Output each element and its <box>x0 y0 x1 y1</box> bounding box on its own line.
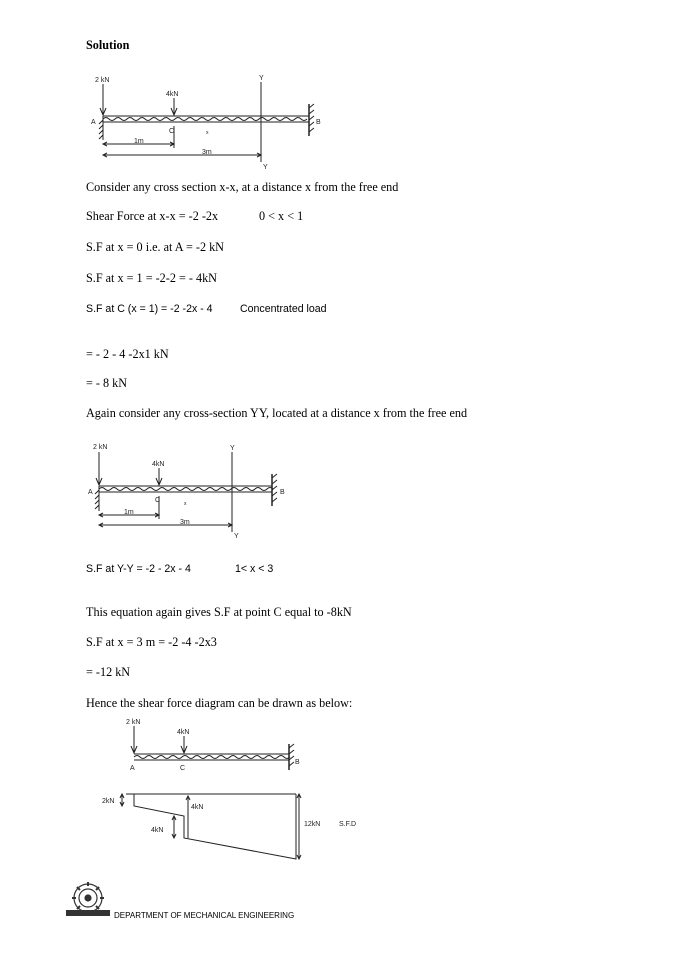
label-1m: 1m <box>124 509 134 516</box>
label-a: A <box>88 489 93 496</box>
beam-figure-1 <box>88 70 328 170</box>
sfd-jump-a: 2kN <box>102 798 115 805</box>
label-y-top: Y <box>230 445 235 452</box>
label-4kn: 4kN <box>152 461 165 468</box>
sfd-jump-c-top: 4kN <box>191 804 204 811</box>
equation-1: = - 2 - 4 -2x1 kN <box>86 347 169 361</box>
label-1m: 1m <box>134 138 144 145</box>
label-c: C <box>169 128 175 135</box>
label-3m: 3m <box>180 519 190 526</box>
label-b: B <box>280 489 285 496</box>
equation-2: = - 8 kN <box>86 376 128 390</box>
sfd-figure <box>96 716 366 864</box>
sf-at-yy-expr: S.F at Y-Y = -2 - 2x - 4 <box>86 563 191 575</box>
sfd-end-value: 12kN <box>304 821 321 828</box>
para-section-xx: Consider any cross section x-x, at a distance x from the free end <box>86 180 399 194</box>
para-point-c: This equation again gives S.F at point C equal to -8kN <box>86 605 352 619</box>
department-name: DEPARTMENT OF MECHANICAL ENGINEERING <box>114 911 295 920</box>
sf-at-x3: S.F at x = 3 m = -2 -4 -2x3 <box>86 635 217 649</box>
label-y-top: Y <box>259 75 264 82</box>
sfd-label-b: B <box>295 759 300 766</box>
label-2kn: 2 kN <box>93 444 108 451</box>
solution-heading: Solution <box>86 38 130 52</box>
label-a: A <box>91 119 96 126</box>
label-x: x <box>206 130 209 136</box>
label-c: C <box>155 497 161 504</box>
beam-figure-2 <box>84 436 294 540</box>
para-section-yy: Again consider any cross-section YY, located at a distance x from the free end <box>86 406 468 420</box>
college-logo <box>62 880 114 920</box>
sf-at-c-expr: S.F at C (x = 1) = -2 -2x - 4 <box>86 303 213 315</box>
shear-force-xx-range: 0 < x < 1 <box>259 209 304 223</box>
sf-at-x0: S.F at x = 0 i.e. at A = -2 kN <box>86 240 224 254</box>
label-2kn: 2 kN <box>95 77 110 84</box>
shear-force-xx <box>86 209 304 223</box>
sfd-jump-c-left: 4kN <box>151 827 164 834</box>
label-x: x <box>184 501 187 507</box>
label-y-bottom: Y <box>263 164 268 170</box>
sfd-label-2kn: 2 kN <box>126 719 141 726</box>
label-3m: 3m <box>202 149 212 156</box>
sf-at-yy-range: 1< x < 3 <box>235 563 274 575</box>
label-4kn: 4kN <box>166 91 179 98</box>
equation-3: = -12 kN <box>86 665 131 679</box>
sf-at-x1: S.F at x = 1 = -2-2 = - 4kN <box>86 271 217 285</box>
sfd-label-c: C <box>180 765 186 772</box>
sf-at-c-note: Concentrated load <box>240 303 327 315</box>
shear-force-xx-expr: Shear Force at x-x = -2 -2x <box>86 209 219 223</box>
sf-at-c <box>86 302 327 316</box>
sfd-title: S.F.D <box>339 821 357 828</box>
label-b: B <box>316 119 321 126</box>
sf-at-yy <box>86 562 274 576</box>
para-sfd: Hence the shear force diagram can be drawn as below: <box>86 696 353 710</box>
sfd-label-a: A <box>130 765 135 772</box>
sfd-label-4kn: 4kN <box>177 729 190 736</box>
label-y-bottom: Y <box>234 533 239 540</box>
